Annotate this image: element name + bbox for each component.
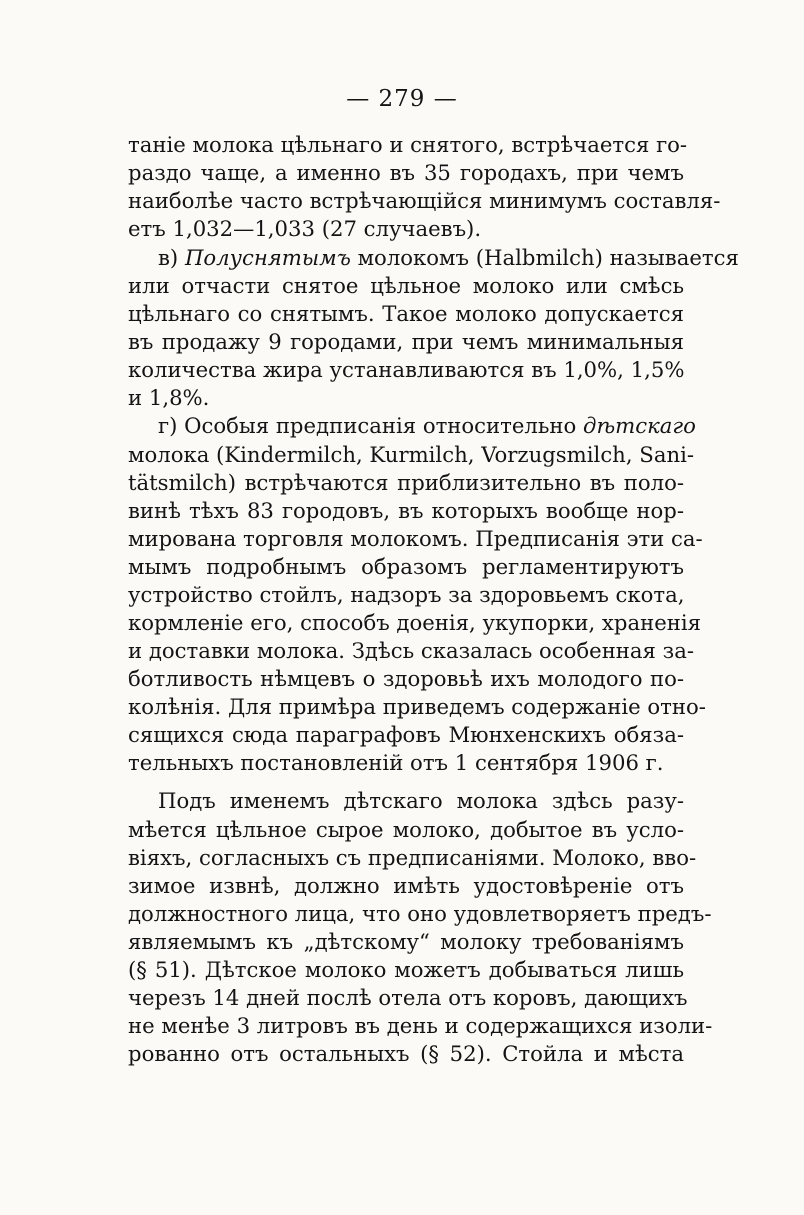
text-line: сящихся сюда параграфовъ Мюнхенскихъ обяза- <box>128 722 684 747</box>
text-line: (§ 51). Дѣтское молоко можетъ добываться лишь <box>128 957 684 982</box>
italic-term: дѣтскаго <box>583 413 696 438</box>
page-number: — 279 — <box>346 86 458 112</box>
text-line: раздо чаще, а именно въ 35 городахъ, при чемъ <box>128 160 684 185</box>
text-line: количества жира устанавливаются въ 1,0%, 1,5% <box>128 357 685 382</box>
text-line: молока (Kindermilch, Kurmilch, Vorzugsmilch, Sani- <box>128 442 695 467</box>
italic-term: Полуснятымъ <box>184 245 351 270</box>
text-line: наиболѣе часто встрѣчающійся минимумъ составля- <box>128 188 721 213</box>
text-line: мирована торговля молокомъ. Предписанія эти са- <box>128 526 703 551</box>
text-line: зимое извнѣ, должно имѣть удостовѣреніе отъ <box>128 873 684 898</box>
text-line: мѣется цѣльное сырое молоко, добытое въ усло- <box>128 817 684 842</box>
text-line: Подъ именемъ дѣтскаго молока здѣсь разу- <box>158 788 684 813</box>
text-line: мымъ подробнымъ образомъ регламентируютъ <box>128 554 684 579</box>
text-line: не менѣе 3 литровъ въ день и содержащихся изоли- <box>128 1013 713 1038</box>
text-line: и 1,8%. <box>128 385 210 410</box>
text-line: цѣльнаго со снятымъ. Такое молоко допускается <box>128 301 684 326</box>
text-line: г) Особыя предписанія относительно дѣтскаго <box>158 413 696 438</box>
text-line: в) Полуснятымъ молокомъ (Halbmilch) называется <box>158 245 739 270</box>
text-line: кормленіе его, способъ доенія, укупорки, храненія <box>128 610 702 635</box>
text-line: етъ 1,032—1,033 (27 случаевъ). <box>128 216 482 241</box>
text-line: винѣ тѣхъ 83 городовъ, въ которыхъ вообще нор- <box>128 498 684 523</box>
text-line: віяхъ, согласныхъ съ предписаніями. Молоко, вво- <box>128 845 697 870</box>
text-line: ботливость нѣмцевъ о здоровьѣ ихъ молодого по- <box>128 666 684 691</box>
text-line: и доставки молока. Здѣсь сказалась особенная за- <box>128 638 695 663</box>
text-line: таніе молока цѣльнаго и снятого, встрѣчается го- <box>128 132 688 157</box>
text-line: или отчасти снятое цѣльное молоко или смѣсь <box>128 273 684 298</box>
text-line: тельныхъ постановленій отъ 1 сентября 1906 г. <box>128 750 664 775</box>
text-line: tätsmilch) встрѣчаются приблизительно въ поло- <box>128 470 684 495</box>
text-line: колѣнія. Для примѣра приведемъ содержаніе отно- <box>128 694 706 719</box>
text-line: устройство стойлъ, надзоръ за здоровьемъ скота, <box>128 582 685 607</box>
text-line: являемымъ къ „дѣтскому“ молоку требованіямъ <box>128 929 684 954</box>
text-line: должностного лица, что оно удовлетворяетъ предъ- <box>128 901 712 926</box>
text-line: рованно отъ остальныхъ (§ 52). Стойла и мѣста <box>128 1041 684 1066</box>
text-line: въ продажу 9 городами, при чемъ минимальныя <box>128 329 684 354</box>
text-line: черезъ 14 дней послѣ отела отъ коровъ, дающихъ <box>128 985 688 1010</box>
